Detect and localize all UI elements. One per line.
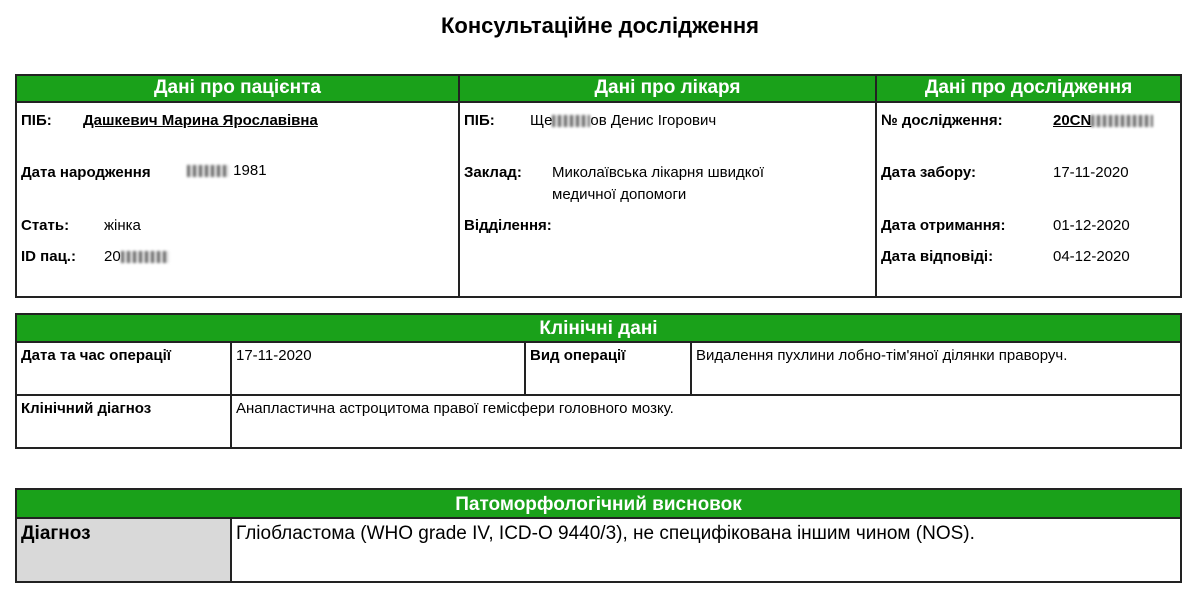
- clinical-header: Клінічні дані: [15, 313, 1182, 343]
- table-row: [16, 395, 1181, 448]
- patient-sex-label: Стать:: [21, 217, 70, 234]
- patient-dob-label: Дата народження: [21, 164, 151, 181]
- study-received-label: Дата отримання:: [881, 217, 1006, 234]
- doctor-institution-line1: Миколаївська лікарня швидкої: [552, 164, 765, 181]
- conclusion-header: Патоморфологічний висновок: [15, 488, 1182, 519]
- patient-id-prefix: 20: [104, 248, 121, 265]
- clinical-diagnosis-label: Клінічний діагноз: [16, 395, 231, 448]
- study-collection-label: Дата забору:: [881, 164, 977, 181]
- study-number-value: [1053, 112, 1153, 129]
- clinical-section: [15, 313, 1182, 449]
- conclusion-section: [15, 488, 1182, 582]
- patient-name-label: ПІБ:: [21, 112, 52, 129]
- conclusion-diagnosis-value: Гліобластома (WHO grade IV, ICD-O 9440/3), не специфікована іншим чином (NOS).: [231, 518, 1181, 582]
- study-section: [877, 76, 1180, 296]
- doctor-name-end: ов Денис Ігорович: [590, 112, 717, 129]
- patient-id-label: ID пац.:: [21, 248, 76, 265]
- redacted-mark: [121, 251, 169, 263]
- doctor-name-start: Ще: [530, 112, 553, 129]
- doctor-department-label: Відділення:: [464, 217, 552, 234]
- table-row: [16, 518, 1181, 582]
- study-number-label: № дослідження:: [881, 112, 1003, 129]
- page-title: Консультаційне дослідження: [440, 13, 760, 38]
- op-type-label: Вид операції: [525, 342, 691, 395]
- study-response-label: Дата відповіді:: [881, 248, 994, 265]
- patient-dob-year: 1981: [233, 162, 267, 179]
- patient-sex-value: жінка: [104, 217, 141, 234]
- study-header: Дані про дослідження: [877, 76, 1180, 103]
- study-collection-value: 17-11-2020: [1053, 164, 1129, 181]
- patient-dob-value: [187, 162, 267, 179]
- redacted-mark: [1091, 115, 1153, 127]
- doctor-section: [460, 76, 877, 296]
- study-received-value: 01-12-2020: [1053, 217, 1130, 234]
- redacted-mark: [552, 115, 590, 127]
- redacted-mark: [187, 165, 229, 177]
- info-panel: [15, 74, 1182, 298]
- table-row: [16, 342, 1181, 395]
- doctor-header: Дані про лікаря: [460, 76, 875, 103]
- patient-name-value: Дашкевич Марина Ярославівна: [83, 112, 318, 129]
- patient-id-value: [104, 248, 169, 265]
- patient-header: Дані про пацієнта: [17, 76, 458, 103]
- op-type-value: Видалення пухлини лобно-тім'яної ділянки праворуч.: [691, 342, 1181, 395]
- conclusion-table: [15, 517, 1182, 583]
- op-datetime-label: Дата та час операції: [16, 342, 231, 395]
- study-number-prefix: 20CN: [1053, 112, 1092, 129]
- clinical-table: [15, 341, 1182, 449]
- doctor-name-label: ПІБ:: [464, 112, 495, 129]
- patient-section: [17, 76, 460, 296]
- op-datetime-value: 17-11-2020: [231, 342, 525, 395]
- study-response-value: 04-12-2020: [1053, 248, 1130, 265]
- conclusion-diagnosis-label: Діагноз: [16, 518, 231, 582]
- doctor-institution-label: Заклад:: [464, 164, 522, 181]
- doctor-institution-line2: медичної допомоги: [552, 186, 687, 203]
- doctor-name-value: [530, 112, 716, 129]
- clinical-diagnosis-value: Анапластична астроцитома правої гемісфери головного мозку.: [231, 395, 1181, 448]
